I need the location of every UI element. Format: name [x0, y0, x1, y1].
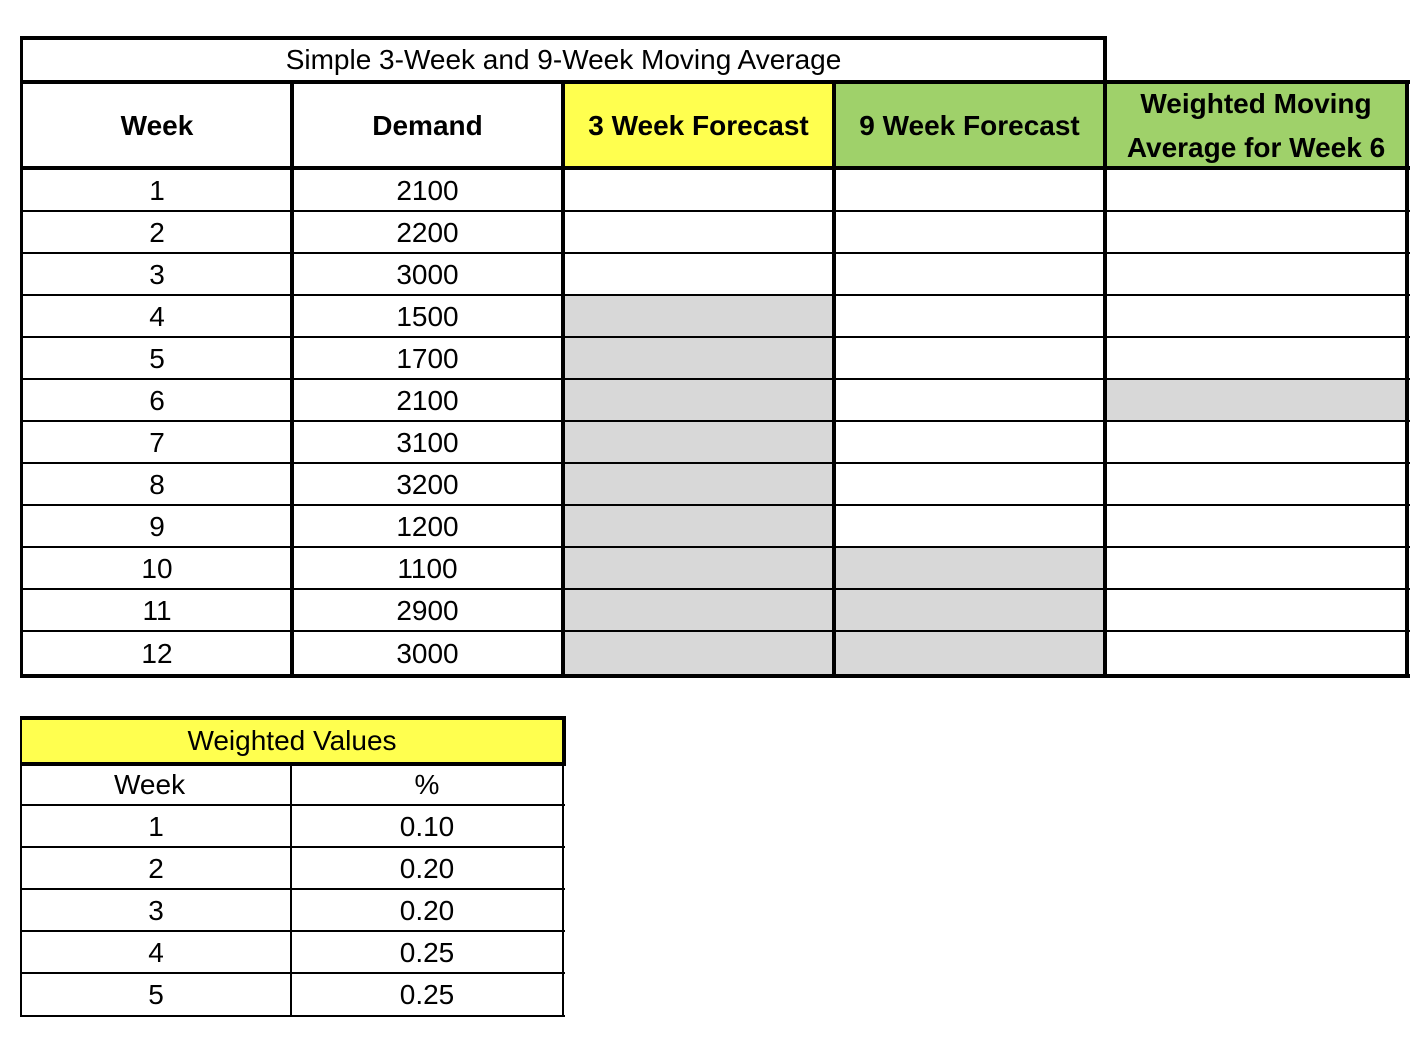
row-1-9wk-forecast[interactable]	[834, 170, 1105, 212]
row-11-demand: 2900	[396, 595, 459, 626]
row-3-demand: 3000	[396, 259, 459, 290]
row-6-weighted[interactable]	[1105, 380, 1407, 422]
row-12-3wk-forecast[interactable]	[563, 632, 834, 676]
grid-line	[20, 252, 1410, 254]
weights-header-percent: %	[414, 769, 440, 800]
row-7-weighted[interactable]	[1105, 422, 1407, 464]
header-3-week-forecast-label: 3 Week Forecast	[588, 110, 809, 141]
row-12-9wk-forecast[interactable]	[834, 632, 1105, 676]
header-weighted-moving-average	[1105, 84, 1407, 168]
weights-row-4-week: 4	[148, 936, 164, 968]
header-demand	[292, 84, 563, 168]
row-7-9wk-forecast[interactable]	[834, 422, 1105, 464]
row-7-3wk-forecast[interactable]	[563, 422, 834, 464]
row-8-weighted[interactable]	[1105, 464, 1407, 506]
grid-line	[20, 846, 565, 848]
grid-line	[20, 546, 1410, 548]
row-10-9wk-forecast[interactable]	[834, 548, 1105, 590]
row-8-3wk-forecast[interactable]	[563, 464, 834, 506]
row-11-3wk-forecast[interactable]	[563, 590, 834, 632]
row-2-3wk-forecast[interactable]	[563, 212, 834, 254]
row-1-week: 1	[149, 175, 165, 206]
weights-row-2-week: 2	[148, 852, 164, 884]
header-weighted-line2: Average for Week 6	[1126, 132, 1386, 163]
row-9-demand: 1200	[396, 511, 459, 542]
row-2-weighted[interactable]	[1105, 212, 1407, 254]
grid-line	[20, 336, 1410, 338]
header-week-label: Week	[120, 110, 194, 141]
row-7-demand: 3100	[396, 427, 459, 458]
row-2-week: 2	[149, 217, 165, 248]
grid-line	[20, 804, 565, 806]
grid-line	[20, 930, 565, 932]
weights-row-1-week: 1	[148, 810, 164, 842]
grid-line	[20, 888, 565, 890]
row-12-week: 12	[141, 638, 173, 669]
row-10-week: 10	[141, 553, 173, 584]
row-1-3wk-forecast[interactable]	[563, 170, 834, 212]
row-3-weighted[interactable]	[1105, 254, 1407, 296]
header-demand-label: Demand	[372, 110, 483, 141]
row-5-demand: 1700	[396, 343, 459, 374]
row-3-9wk-forecast[interactable]	[834, 254, 1105, 296]
grid-line	[20, 294, 1410, 296]
weights-row-5-percent: 0.25	[399, 978, 455, 1010]
grid-line	[20, 972, 565, 974]
grid-line	[20, 166, 1410, 170]
grid-line	[20, 462, 1410, 464]
row-4-weighted[interactable]	[1105, 296, 1407, 338]
table-title	[22, 38, 1105, 82]
grid-line	[20, 630, 1410, 632]
row-2-demand: 2200	[396, 217, 459, 248]
grid-line	[20, 716, 566, 720]
row-5-9wk-forecast[interactable]	[834, 338, 1105, 380]
grid-line	[20, 762, 566, 766]
row-4-9wk-forecast[interactable]	[834, 296, 1105, 338]
grid-line	[20, 80, 1410, 84]
header-3-week-forecast	[563, 84, 834, 168]
row-8-week: 8	[149, 469, 165, 500]
row-2-9wk-forecast[interactable]	[834, 212, 1105, 254]
row-6-3wk-forecast[interactable]	[563, 380, 834, 422]
header-weighted-line1: Weighted Moving	[1140, 88, 1372, 119]
row-3-3wk-forecast[interactable]	[563, 254, 834, 296]
grid-line	[1103, 36, 1107, 678]
row-8-9wk-forecast[interactable]	[834, 464, 1105, 506]
table-title-text: Simple 3-Week and 9-Week Moving Average	[285, 44, 842, 75]
grid-line	[290, 764, 292, 1017]
row-7-week: 7	[149, 427, 165, 458]
header-9-week-forecast-label: 9 Week Forecast	[859, 110, 1080, 141]
row-10-3wk-forecast[interactable]	[563, 548, 834, 590]
grid-line	[20, 36, 1107, 40]
row-4-3wk-forecast[interactable]	[563, 296, 834, 338]
row-4-week: 4	[149, 301, 165, 332]
row-10-weighted[interactable]	[1105, 548, 1407, 590]
weights-row-3-week: 3	[148, 894, 164, 926]
grid-line	[832, 82, 836, 678]
grid-line	[20, 674, 1410, 678]
grid-line	[20, 716, 22, 1017]
row-11-9wk-forecast[interactable]	[834, 590, 1105, 632]
row-8-demand: 3200	[396, 469, 459, 500]
row-9-weighted[interactable]	[1105, 506, 1407, 548]
row-1-weighted[interactable]	[1105, 170, 1407, 212]
weights-row-5-week: 5	[148, 978, 164, 1010]
grid-line	[20, 210, 1410, 212]
grid-line	[20, 1015, 565, 1017]
grid-line	[20, 504, 1410, 506]
row-11-week: 11	[142, 595, 172, 626]
weighted-values-title	[22, 719, 562, 763]
grid-line	[562, 764, 564, 1017]
row-3-week: 3	[149, 259, 165, 290]
header-9-week-forecast	[834, 84, 1105, 168]
grid-line	[20, 36, 23, 678]
row-12-weighted[interactable]	[1105, 632, 1407, 676]
row-6-week: 6	[149, 385, 165, 416]
row-5-weighted[interactable]	[1105, 338, 1407, 380]
header-week	[22, 84, 292, 168]
weights-row-3-percent: 0.20	[399, 894, 455, 926]
row-9-9wk-forecast[interactable]	[834, 506, 1105, 548]
row-10-demand: 1100	[397, 553, 458, 584]
weights-header-week: Week	[114, 769, 186, 800]
row-5-3wk-forecast[interactable]	[563, 338, 834, 380]
grid-line	[20, 378, 1410, 380]
row-9-3wk-forecast[interactable]	[563, 506, 834, 548]
row-11-weighted[interactable]	[1105, 590, 1407, 632]
grid-line	[20, 420, 1410, 422]
row-4-demand: 1500	[396, 301, 459, 332]
row-6-9wk-forecast[interactable]	[834, 380, 1105, 422]
grid-line	[20, 588, 1410, 590]
weights-row-1-percent: 0.10	[399, 810, 455, 842]
grid-line	[562, 716, 566, 766]
row-1-demand: 2100	[396, 175, 459, 206]
weights-row-2-percent: 0.20	[399, 852, 455, 884]
weighted-values-title-text: Weighted Values	[187, 725, 397, 756]
row-5-week: 5	[149, 343, 165, 374]
grid-line	[290, 82, 294, 678]
row-12-demand: 3000	[396, 638, 459, 669]
grid-line	[561, 82, 565, 678]
grid-line	[1405, 80, 1409, 678]
weights-row-4-percent: 0.25	[399, 936, 455, 968]
row-6-demand: 2100	[396, 385, 459, 416]
row-9-week: 9	[149, 511, 165, 542]
